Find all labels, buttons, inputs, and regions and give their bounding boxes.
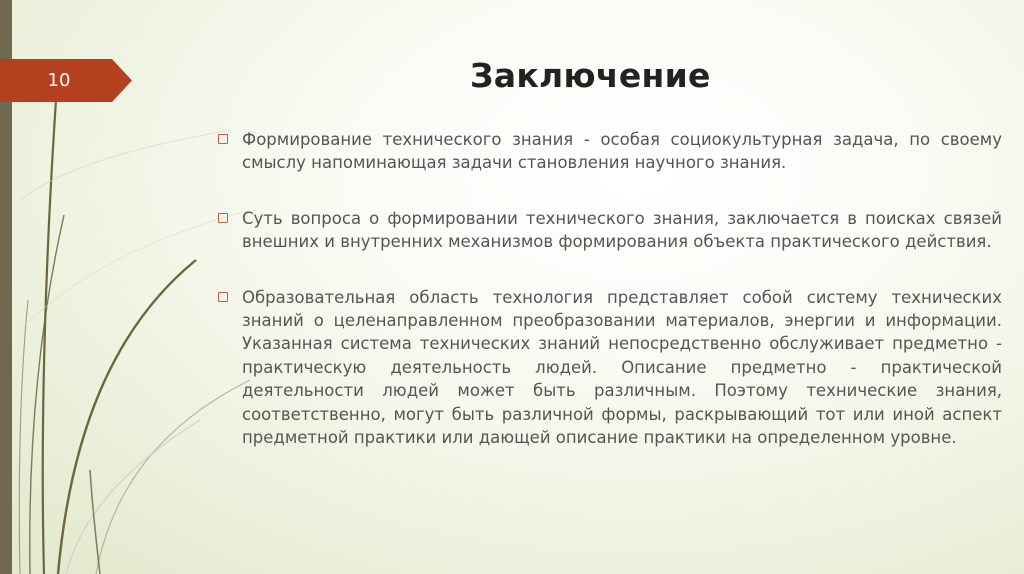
slide-number-tab xyxy=(0,59,132,102)
square-bullet-icon xyxy=(218,292,228,302)
bullet-text: Суть вопроса о формировании технического знания, заключается в поисках связей внешних и внутренних механизмов формирования объекта практического действия. xyxy=(242,208,1002,252)
square-bullet-icon xyxy=(218,213,228,223)
square-bullet-icon xyxy=(218,134,228,144)
bullet-list xyxy=(216,128,1002,449)
bullet-text: Образовательная область технология представляет собой систему технических знаний о целенаправленном преобразовании материалов, энергии и информации. Указанная система технических знаний непосредственно обслуживает предметно - практическую деятельность людей. Описание предметно - практической деятельности людей может быть различным. Поэтому технические знания, соответственно, могут быть различной формы, раскрывающий тот или иной аспект предметной практики или дающей описание практики на определенном уровне. xyxy=(242,287,1002,448)
list-item xyxy=(216,207,1002,254)
slide-number: 10 xyxy=(47,70,71,91)
slide-title: Заключение xyxy=(470,56,711,95)
bullet-text: Формирование технического знания - особая социокультурная задача, по своему смыслу напоминающая задачи становления научного знания. xyxy=(242,130,1002,173)
list-item xyxy=(216,286,1002,450)
list-item xyxy=(216,128,1002,175)
